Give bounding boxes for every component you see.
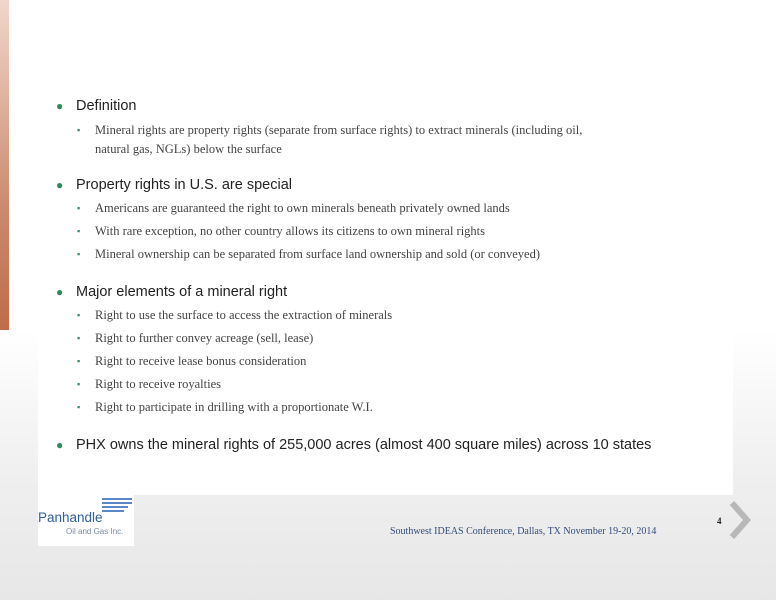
logo-subtitle: Oil and Gas Inc. [66, 527, 124, 536]
sub-bullet-icon: ▪ [77, 356, 81, 366]
bullet-heading: Property rights in U.S. are special [76, 177, 292, 193]
sub-bullet-text: Mineral rights are property rights (separate from surface rights) to extract minerals (including oil, natural gas, NGLs) below the surface [95, 123, 583, 156]
sub-bullet-text: Right to receive lease bonus consideration [95, 354, 307, 368]
bullet-icon: ● [56, 99, 64, 113]
sub-bullet-icon: ▪ [77, 333, 81, 343]
sub-bullet-icon: ▪ [77, 249, 81, 259]
sub-bullet-text: Right to participate in drilling with a proportionate W.I. [95, 400, 373, 414]
sub-bullet [77, 375, 717, 394]
sub-bullet [77, 352, 717, 371]
sub-bullet [77, 398, 717, 417]
company-logo [38, 494, 134, 546]
sub-bullet-icon: ▪ [77, 379, 81, 389]
bullet-property-rights [56, 177, 292, 193]
bullet-icon: ● [56, 178, 64, 192]
sub-bullet [77, 329, 717, 348]
page-number: 4 [717, 516, 722, 526]
sub-bullet [77, 121, 717, 159]
sub-bullet-icon: ▪ [77, 402, 81, 412]
footer-conference: Southwest IDEAS Conference, Dallas, TX November 19-20, 2014 [390, 526, 657, 537]
bullet-heading: Definition [76, 98, 137, 114]
sub-bullet [77, 199, 717, 218]
sub-bullet-icon: ▪ [77, 310, 81, 320]
bullet-heading: PHX owns the mineral rights of 255,000 acres (almost 400 square miles) across 10 states [76, 437, 652, 453]
sub-bullet-text: Mineral ownership can be separated from surface land ownership and sold (or conveyed) [95, 247, 540, 261]
bullet-icon: ● [56, 285, 64, 299]
bullet-definition [56, 98, 136, 114]
chevron-right-icon[interactable] [728, 500, 752, 540]
sub-bullet-icon: ▪ [77, 203, 81, 213]
bullet-major-elements [56, 284, 287, 300]
logo-mark-icon [102, 498, 132, 514]
sub-bullet-text: Americans are guaranteed the right to own minerals beneath privately owned lands [95, 201, 510, 215]
sub-bullet-text: With rare exception, no other country allows its citizens to own mineral rights [95, 224, 486, 238]
logo-name: Panhandle [38, 510, 103, 525]
sub-bullet [77, 306, 717, 325]
sub-bullet-icon: ▪ [77, 226, 81, 236]
sub-bullet-text: Right to use the surface to access the extraction of minerals [95, 308, 393, 322]
bullet-heading: Major elements of a mineral right [76, 284, 288, 300]
sub-bullet [77, 245, 717, 264]
bullet-phx-acreage [56, 437, 651, 453]
sub-bullet-text: Right to further convey acreage (sell, lease) [95, 331, 314, 345]
sub-bullet [77, 222, 717, 241]
bullet-icon: ● [56, 438, 64, 452]
sub-bullet-text: Right to receive royalties [95, 377, 222, 391]
sub-bullet-icon: ▪ [77, 125, 81, 135]
